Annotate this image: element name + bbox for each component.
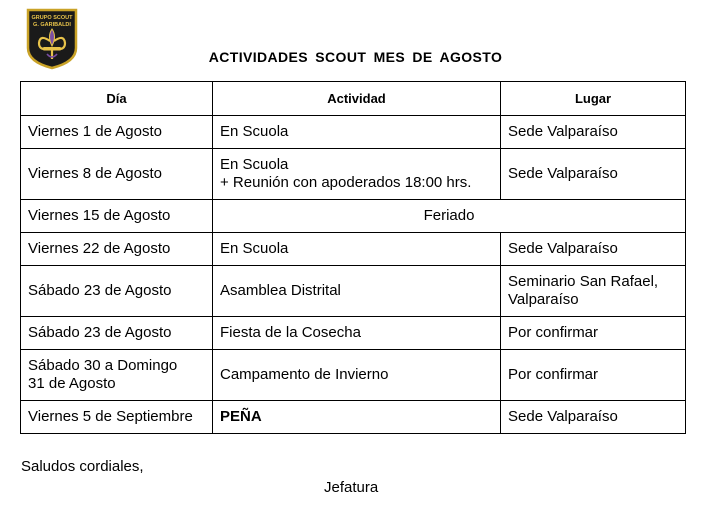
cell-lugar-line1: Seminario San Rafael, (508, 273, 659, 290)
header-dia: Día (21, 82, 213, 116)
cell-lugar-line2: Valparaíso (508, 291, 579, 308)
cell-dia-line1: Sábado 30 a Domingo (28, 357, 178, 374)
cell-dia: Viernes 8 de Agosto (21, 149, 213, 200)
table-row (21, 401, 686, 434)
cell-actividad: PEÑA (213, 401, 501, 434)
cell-lugar: Por confirmar (501, 350, 686, 401)
cell-dia-line2: 31 de Agosto (28, 375, 116, 392)
table-row (21, 200, 686, 233)
cell-dia: Viernes 22 de Agosto (21, 233, 213, 266)
cell-actividad: Fiesta de la Cosecha (213, 317, 501, 350)
cell-dia (21, 350, 213, 401)
svg-text:G. GARIBALDI: G. GARIBALDI (33, 22, 71, 28)
cell-actividad: Asamblea Distrital (213, 266, 501, 317)
cell-lugar: Por confirmar (501, 317, 686, 350)
cell-dia: Sábado 23 de Agosto (21, 266, 213, 317)
header-actividad: Actividad (213, 82, 501, 116)
cell-actividad-line2: + Reunión con apoderados 18:00 hrs. (220, 174, 472, 191)
cell-actividad: Campamento de Invierno (213, 350, 501, 401)
cell-actividad: En Scuola (213, 116, 501, 149)
cell-lugar: Sede Valparaíso (501, 149, 686, 200)
cell-actividad-line1: En Scuola (220, 156, 289, 173)
cell-lugar: Sede Valparaíso (501, 233, 686, 266)
table-row (21, 266, 686, 317)
table-row (21, 116, 686, 149)
table-header-row (21, 82, 686, 116)
cell-lugar: Sede Valparaíso (501, 116, 686, 149)
cell-actividad: En Scuola (213, 233, 501, 266)
page-title: ACTIVIDADES SCOUT MES DE AGOSTO (208, 49, 503, 65)
cell-dia: Viernes 1 de Agosto (21, 116, 213, 149)
cell-actividad (213, 149, 501, 200)
table-row (21, 317, 686, 350)
closing-greeting: Saludos cordiales, (21, 458, 144, 475)
activities-table (20, 81, 686, 434)
cell-lugar: Sede Valparaíso (501, 401, 686, 434)
cell-dia: Viernes 15 de Agosto (21, 200, 213, 233)
cell-dia: Viernes 5 de Septiembre (21, 401, 213, 434)
header-lugar: Lugar (501, 82, 686, 116)
cell-actividad-feriado: Feriado (213, 200, 686, 233)
cell-lugar (501, 266, 686, 317)
signature: Jefatura (324, 479, 379, 496)
table-row (21, 350, 686, 401)
cell-dia: Sábado 23 de Agosto (21, 317, 213, 350)
table-row (21, 149, 686, 200)
svg-text:GRUPO SCOUT: GRUPO SCOUT (31, 15, 73, 21)
table-row (21, 233, 686, 266)
